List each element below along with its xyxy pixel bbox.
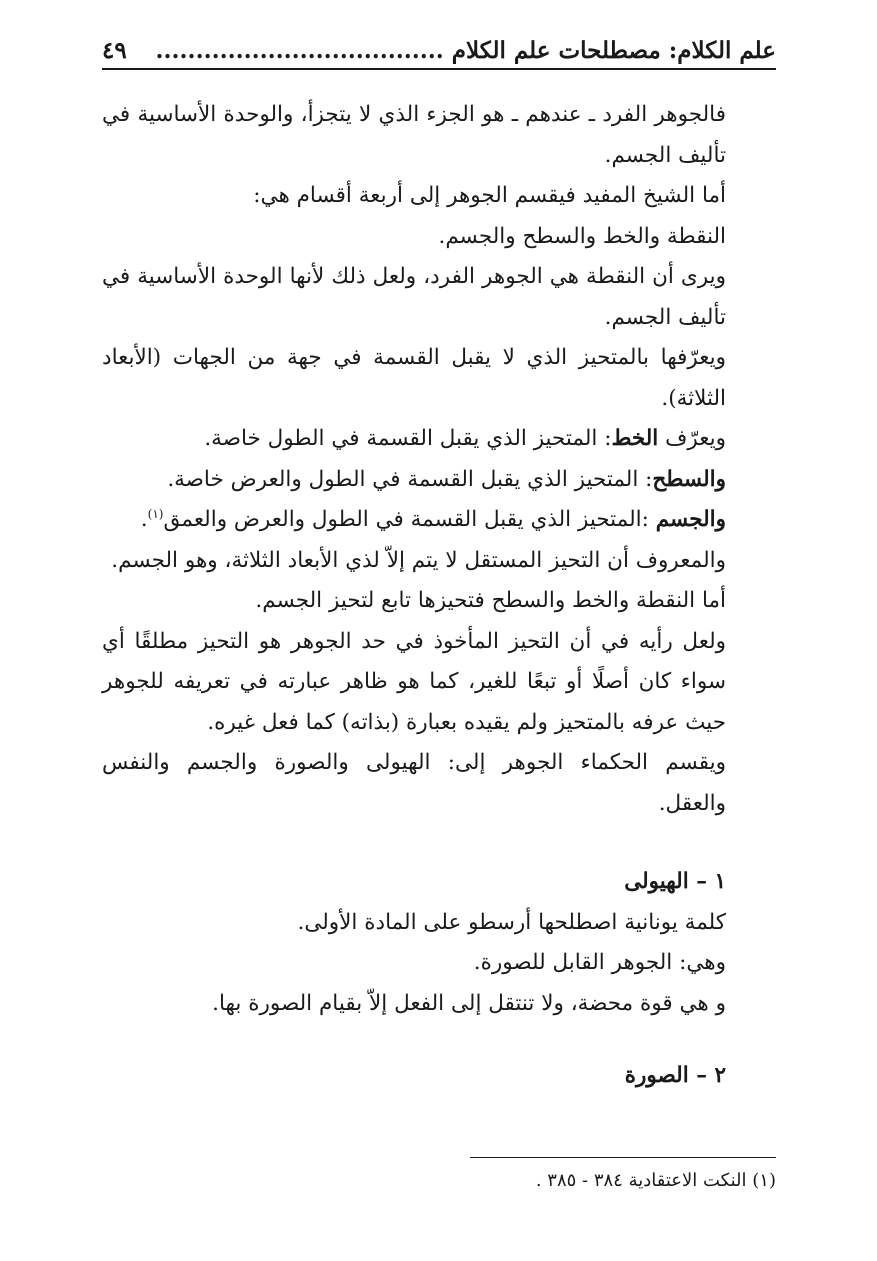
footnote-divider: [470, 1157, 776, 1158]
definition-line: [102, 500, 776, 541]
main-text: [102, 95, 776, 1097]
term: والجسم: [655, 507, 726, 532]
term: والسطح: [652, 466, 726, 492]
paragraph: فالجوهر الفرد ـ عندهم ـ هو الجزء الذي لا يتجزأ، والوحدة الأساسية في تأليف الجسم.: [102, 102, 726, 168]
text: :المتحيز الذي يقبل القسمة في الطول والعرض والعمق: [163, 507, 656, 532]
text: ويعرّف: [658, 426, 726, 451]
paragraph: ولعل رأيه في أن التحيز المأخوذ في حد الجوهر هو التحيز مطلقًا أي سواء كان أصلًا أو تبعًا للغير، كما هو ظاهر عبارته في تعريفه للجوهر حيث عرفه بالمتحيز ولم يقيده بعبارة (بذاته) كما فعل غيره.: [102, 628, 726, 735]
footnote-marker: (١): [147, 506, 164, 521]
definition-line: [102, 460, 776, 501]
term: الخط: [611, 426, 659, 451]
footnote: (١) النكت الاعتقادية ٣٨٤ - ٣٨٥ .: [535, 1170, 776, 1191]
page-number: ٤٩: [102, 37, 127, 64]
spacer: [102, 1024, 776, 1056]
paragraph: ويرى أن النقطة هي الجوهر الفرد، ولعل ذلك لأنها الوحدة الأساسية في تأليف الجسم.: [102, 264, 726, 330]
text: .: [140, 507, 148, 532]
paragraph: أما الشيخ المفيد فيقسم الجوهر إلى أربعة أقسام هي:: [253, 183, 726, 208]
text: : المتحيز الذي يقبل القسمة في الطول والعرض خاصة.: [167, 466, 653, 492]
paragraph: ويقسم الحكماء الجوهر إلى: الهيولى والصورة والجسم والنفس والعقل.: [102, 750, 726, 816]
paragraph: النقطة والخط والسطح والجسم.: [438, 223, 726, 249]
paragraph: والمعروف أن التحيز المستقل لا يتم إلاّ لذي الأبعاد الثلاثة، وهو الجسم.: [111, 547, 726, 573]
paragraph: وهي: الجوهر القابل للصورة.: [473, 950, 726, 975]
running-header: [102, 30, 776, 70]
section-hayula: [102, 862, 776, 1024]
section-heading: ٢ – الصورة: [624, 1063, 726, 1088]
paragraph: كلمة يونانية اصطلحها أرسطو على المادة الأولى.: [297, 909, 726, 935]
text: : المتحيز الذي يقبل القسمة في الطول خاصة.: [204, 426, 612, 451]
definition-line: [102, 419, 776, 460]
paragraph: و هي قوة محضة، ولا تنتقل إلى الفعل إلاّ بقيام الصورة بها.: [212, 990, 726, 1016]
paragraph: ويعرّفها بالمتحيز الذي لا يقبل القسمة في جهة من الجهات (الأبعاد الثلاثة).: [102, 345, 726, 411]
header-title: علم الكلام: مصطلحات علم الكلام ....................................: [155, 37, 776, 64]
paragraph: أما النقطة والخط والسطح فتحيزها تابع لتحيز الجسم.: [255, 588, 726, 613]
section-heading: ١ – الهيولى: [624, 869, 726, 894]
